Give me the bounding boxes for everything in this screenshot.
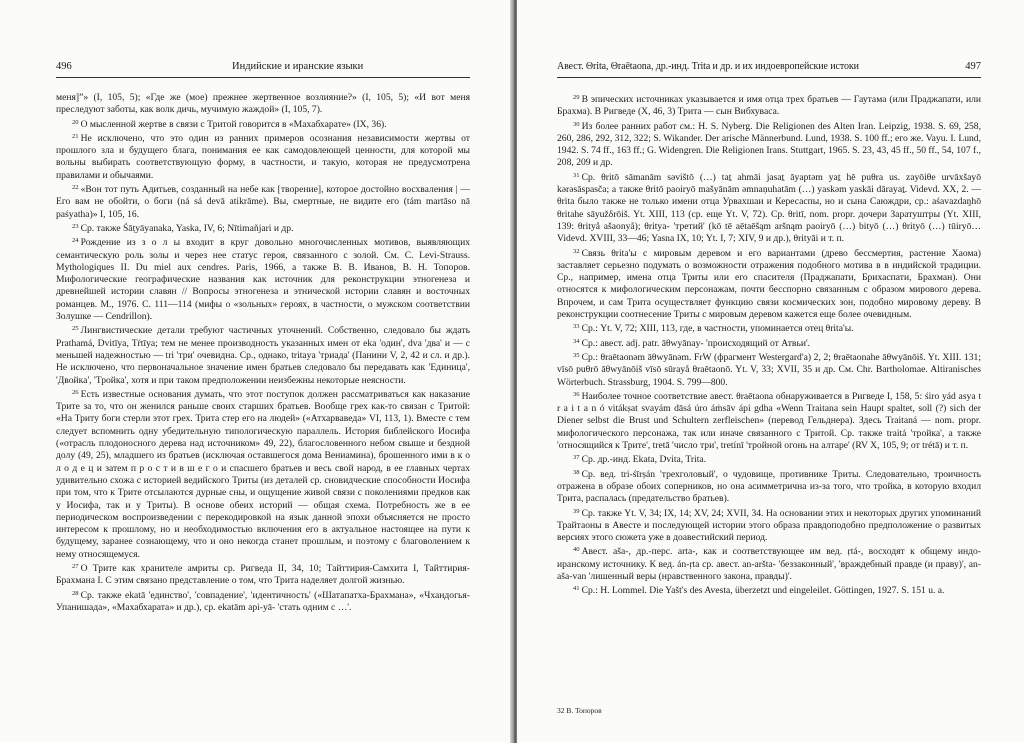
footnote-text: Ср. также Yt. V, 34; IX, 14; XV, 24; XVII, 34. На основании этих и некоторых других упоминаний Трайтаоны в Авесте и последующей истории этого образа правдоподобно предположение о развитых версиях этого сюжета уже в доавестийский период. xyxy=(557,507,981,544)
footnote-number: 29 xyxy=(573,94,580,101)
footnote-text: меня]”» (I, 105, 5); «Где же (мое) прежнее жертвенное возлияние?» (I, 105, 5); «И вот меня преследуют заботы, как волк дичь, мучимую жаждой» (I, 105, 7). xyxy=(56,92,470,116)
footnote xyxy=(56,561,470,588)
footnote-number: 34 xyxy=(573,337,580,345)
footnote-number: 21 xyxy=(72,132,79,140)
footnote xyxy=(557,389,981,452)
footnote-text: Наиболее точное соответствие авест. θraētaona обнаруживается в Ригведе I, 158, 5: śiro yád asya t r a i t a n ó vitákṣat svayám dāsá úro áṁsāv ápi gdha «Wenn Traitana sein Haupt spaltet, soll (?) sich der Diener selbst die Brust und Schultern zerfleischen» (перевод Гельднера). Здесь Traitaná — nom. propr. мифологического персонажа, так или иначе связанного с Тритой. Ср. также traitá 'тройка', а также 'относящийся к Трите', tretā 'число три', tretínī 'тройной огонь на алтаре' (RV X, 105, 9; от trétā) и т. п. xyxy=(557,390,981,452)
footnote xyxy=(557,350,981,389)
footnote-number: 37 xyxy=(573,454,580,462)
footnote-number: 25 xyxy=(72,325,79,333)
footnote xyxy=(557,92,981,119)
footnote-number: 20 xyxy=(72,118,79,126)
footnote xyxy=(56,387,470,561)
footnote-text: Есть известные основания думать, что этот поступок должен рассматриваться как наказание Трите за то, что он женился раньше своих старших братьев. Вообще грех как-то связан с Тритой: «На Триту боги стерли этот грех. Трита стер его на людей» («Атхарваведа» VI, 113, 1). Вместе с тем следует вспомнить одну убедительную типологическую параллель. История библейского Иосифа («отрасль плодоносного дерева над источником» 49, 22), благословенного небом свыше и бездной долу (49, 25), младшего из братьев (исключая оставшегося дома Вениамина), брошенного ими в к о л о д е ц и затем п р о с т и в ш е г о и спасшего братьев и весь свой народ, в ее главных чертах удивительно схожа с историей ведийского Триты (из деталей ср. сновидческие способности Иосифа при том, что к Трите отсылаются дурные сны, и ощущение живой связи с поколениями предков как у Иосифа, так и у Триты). В основе обеих историй — общая схема. Потребность же в ее периодическом воспроизведении с перекодировкой на язык данной эпохи объясняется не просто интересом к прошлому, но и необходимостью включения его в актуальное настоящее на пути к будущему, заранее сознающему, что и оно некогда станет прошлым, и поэтому с благоволением к нему относящемуся. xyxy=(56,388,470,560)
footnote-text: Ср. θritō sāmanām sǝvištō (…) taṯ ahmāi jasaṯ āyaptǝm yaṯ hē puθra us. zayōiθe urvāxšayō kǝrǝsāspasča; а также θritō paoiryō mašyānām ǝmnaṇuhatām (…) yaskǝm yaskāi dārayaṯ. Videvd. XX, 2. — θrita было также не только имени отца Урвахшаи и Кересаспы, но и сына Саюждри, ср.: aśavazdaŋhō θritahe sāyužδrōiš. Yt. XIII, 113 (ср. еще Yt. V, 72). Ср. θritī, nom. propr. дочери Заратуштры (Yt. XIII, 139: θrityå ašaonyå); θritya- 'третий' (kō tē aētaēšąm aršnąm paoiryō (…) bityō (…) θrityō (…) tūiryō… Videvd. XVIII, 33—46; Yasna IX, 10; Yt. I, 7; XIV, 9 и др.), θrityāi и т. п. xyxy=(557,171,981,245)
footnote-number: 26 xyxy=(72,388,79,396)
left-running-title: Индийские и иранские языки xyxy=(232,61,364,72)
footnote-text: Ср.: Yt. V, 72; XIII, 113, где, в частности, упоминается отец θrita'ы. xyxy=(581,323,854,335)
footnote-number: 23 xyxy=(72,222,79,230)
right-header-rule xyxy=(557,77,981,78)
footnote xyxy=(56,131,470,182)
footnote-text: Ср.: авест. adj. patr. āθwyānay- 'происходящий от Атвьи'. xyxy=(581,337,811,349)
footnote-number: 31 xyxy=(573,171,580,179)
footnote-text: О мысленной жертве в связи с Тритой говорится в «Махабхарате» (IX, 36). xyxy=(80,118,387,130)
footnote-text: В эпических источниках указывается и имя отца трех братьев — Гаутама (или Праджапати, или Брахма). В Ригведе (X, 46, 3) Трита — сын Вибхуваса. xyxy=(557,94,981,118)
footnote xyxy=(56,117,470,131)
right-footnotes xyxy=(557,92,981,598)
footnote-text: Ср.: H. Lommel. Die Yašt's des Avesta, überzetzt und eingeleilet. Göttingen, 1927. S. 151 u. a. xyxy=(581,585,945,597)
footnote xyxy=(56,182,470,221)
footnote xyxy=(56,92,470,117)
signature-mark: 32 В. Топоров xyxy=(557,706,602,715)
footnote xyxy=(557,467,981,506)
footnote-number: 36 xyxy=(573,390,580,398)
footnote xyxy=(557,119,981,170)
footnote xyxy=(557,544,981,583)
footnote-number: 35 xyxy=(573,351,580,359)
footnote xyxy=(56,588,470,615)
right-running-head xyxy=(557,60,981,74)
footnote xyxy=(56,323,470,386)
footnote-text: Из более ранних работ см.: H. S. Nyberg. Die Religionen des Alten Iran. Leipzig, 1938. S. 69, 258, 260, 286, 292, 312, 322; S. Wikander. Der arische Männerbund. Lund, 1938. S. 100 ff.; его же. Vayu. I. Lund, 1942. S. 74 ff., 163 ff.; G. Widengren. Die Religionen Irans. Stuttgart, 1965. S. 23, 43, 45 ff., 50 ff., 54, 107 f., 208, 209 и др. xyxy=(557,120,982,169)
footnote xyxy=(557,452,981,466)
footnote xyxy=(557,336,981,350)
footnote xyxy=(557,506,981,545)
footnote-number: 30 xyxy=(573,120,580,128)
footnote-text: «Вон тот путь Адитьев, созданный на небе как [творение], которое достойно восхваления | — Его вам не обойти, о боги (ná sá devā atikrāme). Вы, смертные, не видите его (tám martāso nā paśyatha)» I, 105, 16. xyxy=(56,184,470,220)
footnote-number: 22 xyxy=(72,184,79,192)
footnote-text: Ср. вед. tri-śīrṣán 'трехголовый', о чудовище, противнике Триты. Следовательно, троичность отражена в образе обоих соперников, но она асимметрична из-за того, что тройка, в которую входил Трита, распалась (предательство братьев). xyxy=(557,468,981,505)
footnote-number: 24 xyxy=(72,237,79,245)
footnote-number: 41 xyxy=(573,585,580,593)
footnote-number: 32 xyxy=(573,247,580,255)
footnote-number: 39 xyxy=(573,507,580,515)
footnote xyxy=(557,583,981,597)
footnote-number: 40 xyxy=(573,546,580,554)
footnote-text: Лингвистические детали требуют частичных уточнений. Собственно, следовало бы ждать Prathamá, Dvitīya, Tŕtīya; тем не менее производность указанных имен от eka 'один', dva 'два' и — с меньшей надежностью — tri 'три' очевидна. Ср., однако, tritaya 'триада' (Панини V, 2, 42 и сл. и др.). Не исключено, что первоначальное значение имен братьев следовало бы передавать как 'Единица', 'Двойка', 'Тройка', хотя и при таком предположении неизбежны некоторые неясности. xyxy=(56,325,470,386)
footnote-text: Ср. также ekatā 'единство', 'совпадение', 'идентичность' («Шатапатха-Брахмана», «Чхандогья-Упанишада», «Махабхарата» и др.), ср. ekatām api-yā- 'стать одним с …'. xyxy=(56,589,470,613)
footnote-text: О Трите как хранителе амриты ср. Ригведа II, 34, 10; Тайттирия-Самхита I, Тайттирия-Брахмана I. С этим связано представление о том, что Трита наделяет долгой жизнью. xyxy=(56,562,470,587)
footnote-text: Ср. др.-инд. Ekata, Dvita, Trita. xyxy=(581,454,707,466)
left-footnotes xyxy=(56,92,470,614)
left-header-rule xyxy=(56,77,470,78)
footnote-number: 28 xyxy=(72,589,79,597)
footnote-text: Ср.: θraētaonǝm āθwyānǝm. FrW (фрагмент Westergard'а) 2, 2; θraētaonahe āθwyānōiš. Yt. XIII. 131; vīsō puθrō āθwyānōiš vīsō sūrayå θraētaonō. Yt. V, 33; XVII, 35 и др. См. Chr. Bartholomae. Altiranisches Wörterbuch. Strassburg, 1904. S. 799—800. xyxy=(557,351,981,388)
footnote xyxy=(56,235,470,323)
footnote xyxy=(557,321,981,335)
footnote-number: 27 xyxy=(72,562,79,570)
footnote xyxy=(56,221,470,235)
footnote-number: 33 xyxy=(573,323,580,331)
left-running-head xyxy=(56,60,470,74)
right-page xyxy=(517,0,1024,743)
footnote-text: Рождение из з о л ы входит в круг довольно многочисленных мотивов, выявляющих семантическую роль золы и через нее статус героя, связанного с золой. См. C. Levi-Strauss. Mythologiques II. Du miel aux cendres. Paris, 1966, а также В. В. Иванов, В. Н. Топоров. Мифологические географические названия как источник для реконструкции этногенеза и древнейшей истории славян // Вопросы этногенеза и этнической истории славян и восточных романцев. М., 1976. С. 111—114 (мифы о «зольных» героях, в частности, о мужском соответствии Золушке — Cendrillon). xyxy=(56,237,470,323)
left-page-number: 496 xyxy=(56,61,72,72)
footnote-text: Авест. aša-, др.-перс. arta-, как и соответствующее им вед. ṛtá-, восходят к общему индо-иранскому источнику. К вед. án-ṛta ср. авест. an-aršta- 'беззаконный', 'враждебный правде (и праву)', an-aša-van 'лишенный веры (нравственного закона, правды)'. xyxy=(557,546,981,582)
right-page-number: 497 xyxy=(965,61,981,72)
footnote-text: Связь θrita'ы с мировым деревом и его вариантами (древо бессмертия, растение Хаома) заставляет серьезно подумать о возможности отражения подобного мотива в в индийской традиции. Ср., например, имена отца Триты или его спасителя (Праджапати, Брихаспати, Брахман). Они относятся к мифологическим персонажам, почти бесспорно связанным с образом мирового дерева. Впрочем, и сам Трита осуществляет функцию связи космических зон, подобно мировому дереву. В реконструкции соотнесение Триты с мировым деревом кажется еще более очевидным. xyxy=(557,247,981,321)
footnote-text: Не исключено, что это один из ранних примеров осознания независимости жертвы от прошлого зла и будущего блага, понимания ее как самодовлеющей ценности, для которой мы вольны выбирать соответствующую форму, в частности, и такую, которая не предусмотрена правилами и обычаями. xyxy=(56,132,470,181)
right-running-title: Авест. Θrita, Θraētaona, др.-инд. Trita и др. и их индоевропейские истоки xyxy=(557,61,859,72)
footnote xyxy=(557,170,981,246)
footnote-number: 38 xyxy=(573,468,580,476)
footnote xyxy=(557,246,981,322)
footnote-text: Ср. также Śāṭyāyanaka, Yaska, IV, 6; Nītimañjari и др. xyxy=(80,222,294,234)
